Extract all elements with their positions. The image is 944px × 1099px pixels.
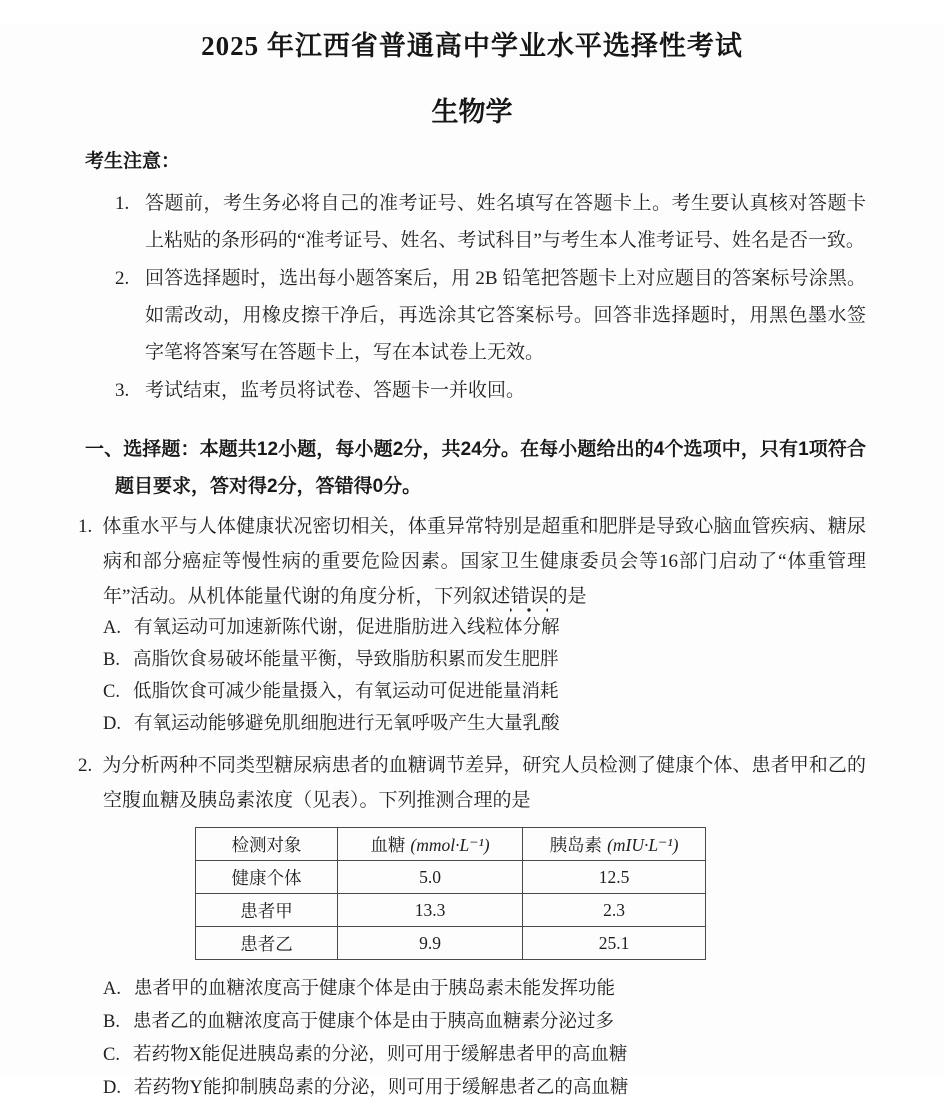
- option-text: 若药物X能促进胰岛素的分泌，则可用于缓解患者甲的高血糖: [132, 1045, 628, 1065]
- option-text: 低脂饮食可减少能量摄入，有氧运动可促进能量消耗: [132, 682, 559, 702]
- option-text: 患者乙的血糖浓度高于健康个体是由于胰高血糖素分泌过多: [132, 1012, 614, 1032]
- question-1: [78, 509, 866, 735]
- table-cell: 健康个体: [196, 861, 338, 894]
- table-cell: 患者乙: [196, 927, 338, 960]
- option-text: 患者甲的血糖浓度高于健康个体是由于胰岛素未能发挥功能: [134, 979, 616, 999]
- table-cell: 13.3: [338, 894, 523, 927]
- option-row: [103, 1011, 866, 1033]
- table-cell: 25.1: [523, 927, 706, 960]
- notice-item-number: 2.: [115, 268, 130, 289]
- table-cell: 患者甲: [196, 894, 338, 927]
- section-heading: 一、选择题：本题共12小题，每小题2分，共24分。在每小题给出的4个选项中，只有1项符合题目要求，答对得2分，答错得0分。: [85, 439, 866, 497]
- table-header-cell: [196, 828, 338, 861]
- option-label: A.: [103, 618, 121, 638]
- option-row: [103, 713, 866, 735]
- table-row: [196, 894, 706, 927]
- option-row: [103, 681, 866, 703]
- notice-list: [85, 185, 866, 409]
- header-name: 血糖: [370, 834, 406, 855]
- notice-item: [85, 372, 866, 409]
- question-1-stem: [78, 509, 866, 614]
- table-cell: 12.5: [523, 861, 706, 894]
- option-row: [103, 978, 866, 1000]
- option-label: B.: [103, 1012, 120, 1032]
- option-label: C.: [103, 1045, 120, 1065]
- notice-item: [85, 185, 866, 259]
- exam-paper-page: [0, 24, 944, 1098]
- question-2: [78, 748, 866, 1099]
- table-header-cell: [338, 828, 523, 861]
- question-2-options: [103, 978, 866, 1099]
- question-1-stem-suffix: 的是: [548, 586, 587, 607]
- page-title: 2025 年江西省普通高中学业水平选择性考试: [201, 31, 743, 61]
- option-row: [103, 1044, 866, 1066]
- subject-title: 生物学: [431, 97, 513, 127]
- question-1-stem-text: 体重水平与人体健康状况密切相关，体重异常特别是超重和肥胖是导致心脑血管疾病、糖尿病和部分癌症等慢性病的重要危险因素。国家卫生健康委员会等16部门启动了“体重管理年”活动。从机体能量代谢的角度分析，下列叙述: [102, 516, 866, 607]
- option-label: D.: [103, 1078, 121, 1098]
- notice-item-text: 考试结束，监考员将试卷、答题卡一并收回。: [145, 380, 526, 401]
- blood-glucose-insulin-table: [195, 827, 706, 960]
- page-content: [78, 146, 866, 1099]
- option-text: 若药物Y能抑制胰岛素的分泌，则可用于缓解患者乙的高血糖: [134, 1078, 629, 1098]
- notice-item: [85, 260, 866, 371]
- option-label: D.: [103, 714, 121, 734]
- table-header-row: [196, 828, 706, 861]
- option-label: A.: [103, 979, 121, 999]
- question-1-emphasized-word: 错误: [510, 586, 548, 613]
- table-cell: 2.3: [523, 894, 706, 927]
- option-text: 有氧运动能够避免肌细胞进行无氧呼吸产生大量乳酸: [134, 714, 560, 734]
- table-row: [196, 927, 706, 960]
- header-name: 胰岛素: [549, 834, 603, 855]
- notice-item-text: 答题前，考生务必将自己的准考证号、姓名填写在答题卡上。考生要认真核对答题卡上粘贴的条形码的“准考证号、姓名、考试科目”与考生本人准考证号、姓名是否一致。: [145, 193, 866, 251]
- question-1-options: [103, 617, 866, 735]
- table-row: [196, 861, 706, 894]
- question-2-stem: [78, 748, 866, 818]
- table-cell: 5.0: [338, 861, 523, 894]
- option-row: [103, 617, 866, 639]
- notice-item-number: 1.: [115, 193, 130, 214]
- notice-heading: 考生注意：: [85, 151, 181, 172]
- notice-item-number: 3.: [115, 380, 130, 401]
- option-text: 高脂饮食易破坏能量平衡，导致脂肪积累而发生肥胖: [132, 650, 559, 670]
- table-header-cell: [523, 828, 706, 861]
- header-unit: (mmol·L⁻¹): [410, 834, 490, 855]
- option-label: C.: [103, 682, 120, 702]
- option-row: [103, 1077, 866, 1099]
- question-2-stem-text: 为分析两种不同类型糖尿病患者的血糖调节差异，研究人员检测了健康个体、患者甲和乙的空腹血糖及胰岛素浓度（见表）。下列推测合理的是: [102, 755, 866, 811]
- option-row: [103, 649, 866, 671]
- notice-item-text: 回答选择题时，选出每小题答案后，用 2B 铅笔把答题卡上对应题目的答案标号涂黑。如需改动，用橡皮擦干净后，再选涂其它答案标号。回答非选择题时，用黑色墨水签字笔将答案写在答题卡上，写在本试卷上无效。: [145, 268, 866, 363]
- question-2-number: 2.: [78, 755, 93, 776]
- table-cell: 9.9: [338, 927, 523, 960]
- header-name: 检测对象: [231, 834, 302, 855]
- question-1-number: 1.: [78, 516, 93, 537]
- option-label: B.: [103, 650, 120, 670]
- header-unit: (mIU·L⁻¹): [607, 834, 679, 855]
- option-text: 有氧运动可加速新陈代谢，促进脂肪进入线粒体分解: [134, 618, 560, 638]
